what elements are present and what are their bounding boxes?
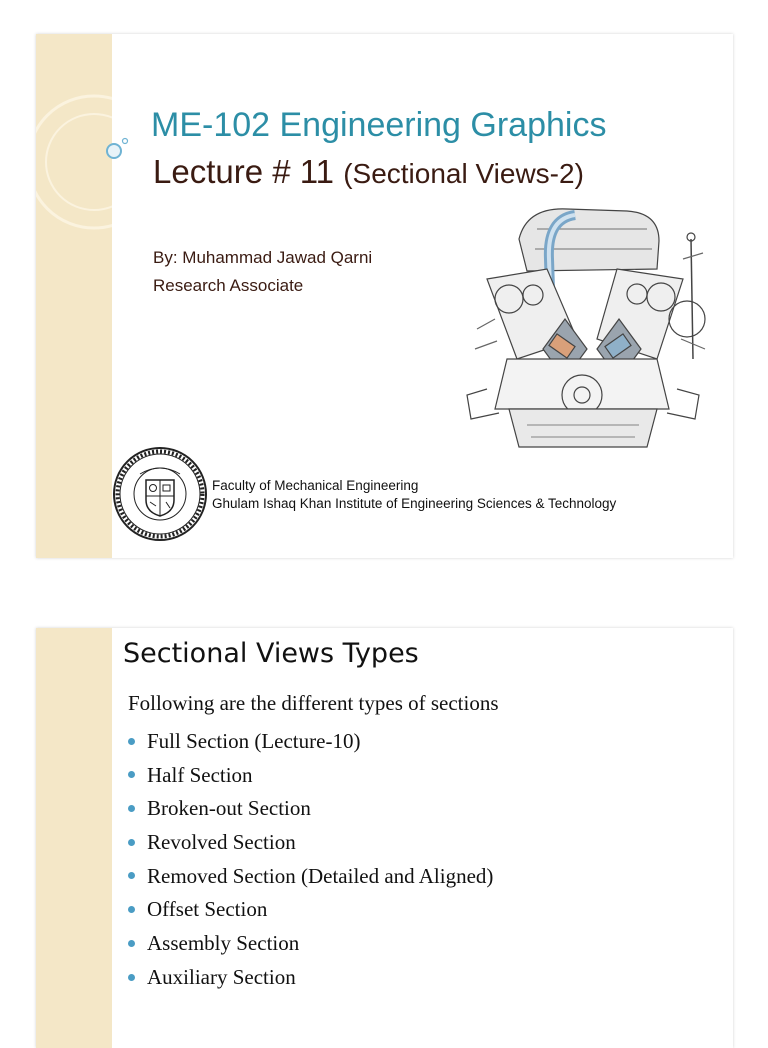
list-item-text: Auxiliary Section [147,964,296,989]
author-role: Research Associate [153,276,304,295]
list-item-text: Offset Section [147,897,268,922]
bullet-icon [128,872,135,879]
faculty-block [212,477,616,513]
bullet-icon [128,805,135,812]
bullet-icon [128,771,135,778]
list-item-text: Half Section [147,762,253,787]
decorative-circles [36,34,112,558]
faculty-name: Faculty of Mechanical Engineering [212,478,419,493]
side-band [36,34,112,558]
course-title: ME-102 Engineering Graphics [151,106,607,144]
slide-heading: Sectional Views Types [123,638,419,669]
decorative-dot-icon [104,134,134,164]
institute-name: Ghulam Ishaq Khan Institute of Engineering Sciences & Technology [212,496,617,511]
lecture-number: Lecture # 11 [153,153,335,190]
list-item [128,927,493,961]
author-block [153,244,372,300]
list-item-text: Revolved Section [147,830,296,855]
bullet-list [128,725,493,995]
title-slide [36,34,733,558]
list-item-text: Assembly Section [147,931,300,956]
list-item-text: Full Section (Lecture-10) [147,729,361,753]
content-slide [36,628,733,1048]
bullet-icon [128,839,135,846]
side-band [36,628,112,1048]
lecture-subtitle: (Sectional Views-2) [343,158,584,189]
list-item-text: Removed Section (Detailed and Aligned) [147,863,494,888]
list-item [128,725,493,759]
lecture-title [153,153,584,191]
bullet-icon [128,974,135,981]
list-item [128,860,493,894]
list-item [128,961,493,995]
list-item-text: Broken-out Section [147,796,311,821]
list-item [128,893,493,927]
list-item [128,792,493,826]
author-name: By: Muhammad Jawad Qarni [153,248,373,267]
bullet-icon [128,906,135,913]
intro-text: Following are the different types of sections [128,691,499,715]
list-item [128,826,493,860]
bullet-icon [128,940,135,947]
list-item [128,759,493,793]
engine-cutaway-image [447,199,717,469]
institute-seal-logo [110,444,210,544]
bullet-icon [128,738,135,745]
